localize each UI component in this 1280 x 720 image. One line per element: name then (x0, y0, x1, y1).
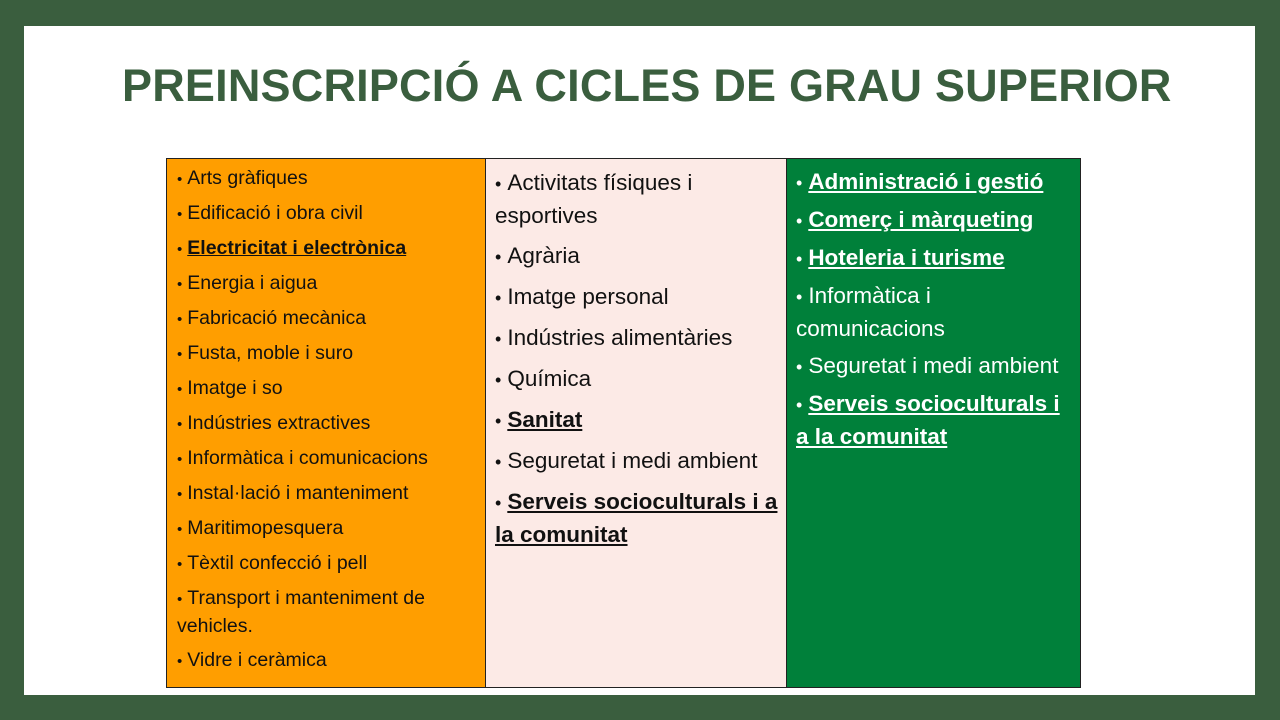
list-item-text: Seguretat i medi ambient (507, 448, 758, 473)
list-item-text: Administració i gestió (808, 169, 1044, 194)
column-3 (786, 159, 1080, 687)
cycles-table (166, 158, 1081, 688)
bullet-icon: • (495, 411, 502, 431)
list-item-text: Energia i aigua (187, 272, 318, 294)
list-item-text: Química (507, 366, 592, 391)
bullet-icon: • (495, 452, 502, 472)
list-item (177, 515, 479, 543)
list-item (177, 340, 479, 368)
list-item-text: Sanitat (507, 407, 583, 432)
list-item (177, 410, 479, 438)
bullet-icon: • (495, 370, 502, 390)
list-item (796, 204, 1072, 237)
list-item (177, 165, 479, 193)
list-item (495, 404, 778, 437)
list-item (796, 242, 1072, 275)
list-item (177, 375, 479, 403)
list-item-text: Indústries extractives (187, 412, 371, 434)
bullet-icon: • (177, 276, 183, 293)
column-1 (167, 159, 485, 687)
slide (24, 26, 1255, 695)
bullet-icon: • (177, 556, 183, 573)
list-item (177, 480, 479, 508)
list-item-text: Indústries alimentàries (507, 325, 733, 350)
list-item (177, 200, 479, 228)
list-item-text: Agrària (507, 243, 580, 268)
list-item-text: Fabricació mecànica (187, 307, 367, 329)
bullet-icon: • (177, 311, 183, 328)
bullet-icon: • (495, 329, 502, 349)
list-item (495, 363, 778, 396)
list-item (495, 445, 778, 478)
list-item-text: Maritimopesquera (187, 517, 344, 539)
list-item (796, 388, 1072, 453)
list-item (495, 281, 778, 314)
list-item-text: Serveis socioculturals i a la comunitat (495, 489, 778, 547)
bullet-icon: • (796, 357, 803, 377)
bullet-icon: • (177, 451, 183, 468)
list-item (796, 350, 1072, 383)
bullet-icon: • (177, 346, 183, 363)
column-2 (485, 159, 786, 687)
bullet-icon: • (177, 171, 183, 188)
bullet-icon: • (796, 395, 803, 415)
list-item (177, 305, 479, 333)
list-item-text: Instal·lació i manteniment (187, 482, 409, 504)
list-item-text: Seguretat i medi ambient (808, 353, 1059, 378)
list-item (177, 445, 479, 473)
list-item (177, 550, 479, 578)
bullet-icon: • (796, 249, 803, 269)
bullet-icon: • (177, 653, 183, 670)
bullet-icon: • (796, 287, 803, 307)
bullet-icon: • (495, 493, 502, 513)
list-item-text: Fusta, moble i suro (187, 342, 354, 364)
list-item (495, 322, 778, 355)
list-item (495, 240, 778, 273)
bullet-icon: • (796, 173, 803, 193)
bullet-icon: • (177, 241, 183, 258)
list-item-text: Tèxtil confecció i pell (187, 552, 368, 574)
list-item-text: Vidre i ceràmica (187, 649, 327, 671)
bullet-icon: • (177, 591, 183, 608)
bullet-icon: • (177, 486, 183, 503)
list-item-text: Comerç i màrqueting (808, 207, 1034, 232)
list-item-text: Hoteleria i turisme (808, 245, 1005, 270)
bullet-icon: • (177, 206, 183, 223)
list-item-text: Transport i manteniment de vehicles. (177, 587, 425, 637)
list-item (177, 585, 479, 640)
list-item (796, 280, 1072, 345)
list-item (177, 647, 479, 675)
list-item-text: Imatge i so (187, 377, 283, 399)
list-item-text: Arts gràfiques (187, 167, 308, 189)
list-item (495, 167, 778, 232)
slide-title: PREINSCRIPCIÓ A CICLES DE GRAU SUPERIOR (122, 60, 1172, 111)
list-item-text: Activitats físiques i esportives (495, 170, 693, 228)
bullet-icon: • (177, 381, 183, 398)
list-item (495, 486, 778, 551)
list-item (177, 270, 479, 298)
bullet-icon: • (177, 416, 183, 433)
bullet-icon: • (495, 174, 502, 194)
bullet-icon: • (495, 288, 502, 308)
list-item (177, 235, 479, 263)
list-item-text: Edificació i obra civil (187, 202, 363, 224)
list-item-text: Serveis socioculturals i a la comunitat (796, 391, 1060, 449)
list-item (796, 166, 1072, 199)
list-item-text: Informàtica i comunicacions (187, 447, 428, 469)
list-item-text: Imatge personal (507, 284, 669, 309)
list-item-text: Informàtica i comunicacions (796, 283, 945, 341)
bullet-icon: • (796, 211, 803, 231)
bullet-icon: • (495, 247, 502, 267)
list-item-text: Electricitat i electrònica (187, 237, 407, 259)
bullet-icon: • (177, 521, 183, 538)
